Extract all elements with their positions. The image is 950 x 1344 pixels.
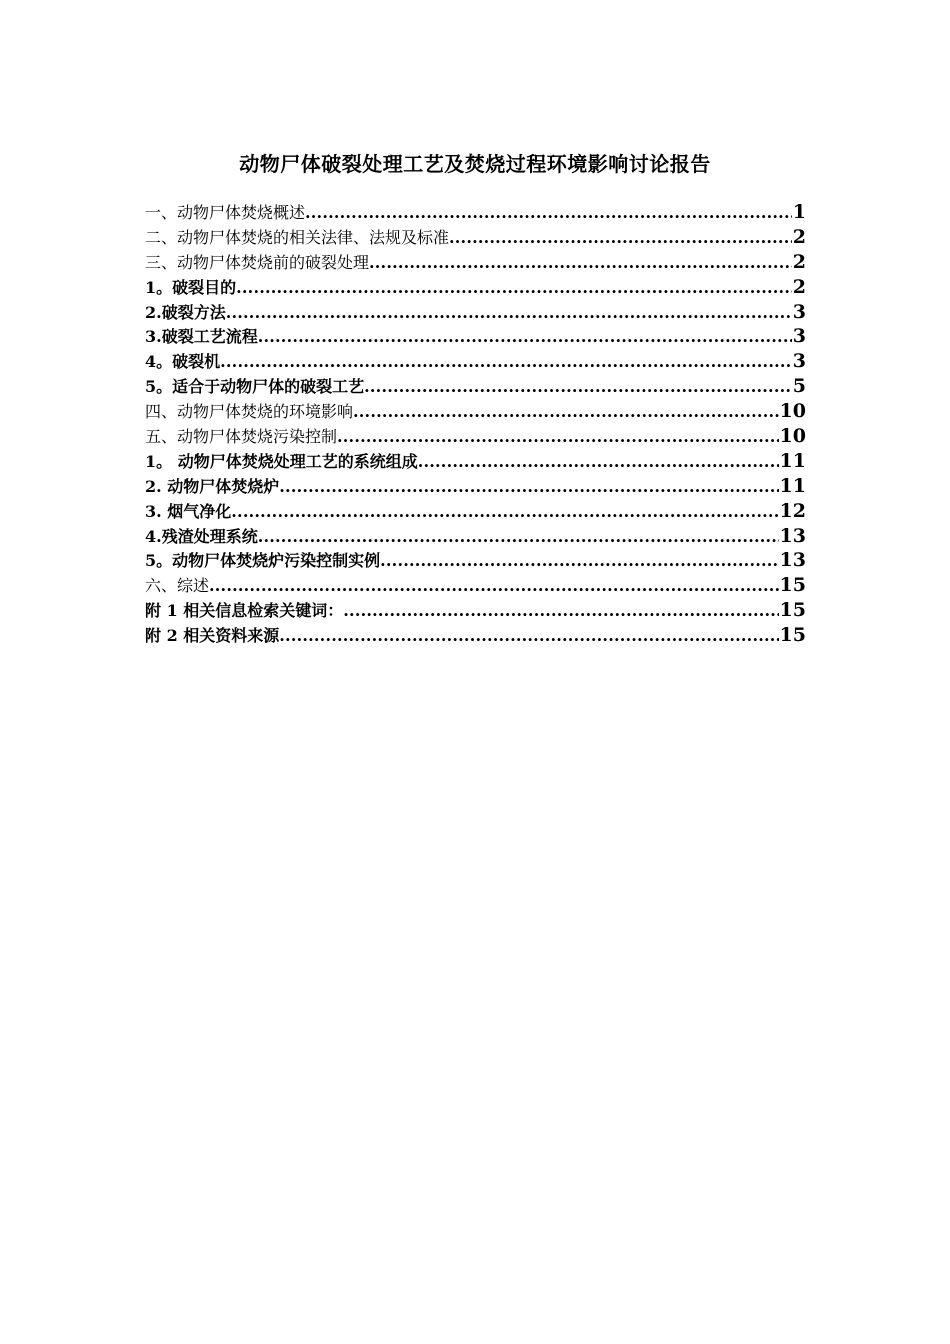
- toc-entry[interactable]: [145, 374, 806, 399]
- toc-dot-leader: [449, 226, 792, 250]
- toc-page-number: 2: [792, 225, 806, 248]
- toc-dot-leader: [231, 500, 778, 524]
- toc-page-number: 1: [792, 201, 806, 223]
- toc-entry[interactable]: [145, 573, 806, 598]
- toc-entry[interactable]: [145, 548, 806, 573]
- toc-entry-label: 4。破裂机: [145, 352, 221, 372]
- toc-entry[interactable]: [145, 300, 806, 325]
- toc-page-number: 12: [779, 499, 806, 522]
- toc-dot-leader: [418, 450, 779, 474]
- toc-entry[interactable]: [145, 598, 806, 623]
- toc-dot-leader: [305, 201, 792, 225]
- toc-entry-label: 2. 动物尸体焚烧炉: [145, 476, 280, 496]
- toc-page-number: 3: [792, 325, 806, 348]
- toc-entry[interactable]: [145, 250, 806, 275]
- toc-dot-leader: [369, 251, 792, 275]
- toc-entry-label: 3. 烟气净化: [145, 501, 232, 521]
- toc-entry[interactable]: [145, 275, 806, 300]
- document-title: 动物尸体破裂处理工艺及焚烧过程环境影响讨论报告: [239, 152, 711, 176]
- toc-entry[interactable]: [145, 499, 806, 524]
- toc-dot-leader: [226, 301, 792, 325]
- toc-entry-label: 5。适合于动物尸体的破裂工艺: [145, 377, 365, 397]
- toc-page-number: 2: [792, 275, 806, 298]
- toc-entry[interactable]: [145, 399, 806, 424]
- toc-dot-leader: [236, 276, 792, 300]
- toc-dot-leader: [279, 624, 778, 648]
- toc-dot-leader: [380, 549, 778, 573]
- toc-entry[interactable]: [145, 225, 806, 250]
- toc-entry-label: 三、动物尸体焚烧前的破裂处理: [145, 252, 370, 272]
- toc-entry-label: 附 2 相关资料来源: [145, 626, 280, 646]
- toc-dot-leader: [353, 400, 779, 424]
- toc-page-number: 3: [792, 300, 806, 323]
- toc-entry-label: 2.破裂方法: [145, 302, 226, 322]
- toc-dot-leader: [258, 325, 792, 349]
- toc-entry-label: 1。 动物尸体焚烧处理工艺的系统组成: [145, 451, 418, 471]
- toc-entry-label: 六、综述: [145, 576, 210, 596]
- toc-dot-leader: [279, 475, 778, 499]
- toc-page-number: 10: [779, 425, 806, 448]
- toc-entry-label: 四、动物尸体焚烧的环境影响: [145, 402, 354, 422]
- toc-page-number: 13: [779, 524, 806, 547]
- toc-entry-label: 一、动物尸体焚烧概述: [145, 203, 306, 222]
- toc-entry-label: 二、动物尸体焚烧的相关法律、法规及标准: [145, 227, 450, 247]
- toc-page-number: 2: [792, 250, 806, 273]
- toc-dot-leader: [364, 375, 792, 399]
- toc-entry[interactable]: [145, 623, 806, 648]
- toc-entry-label: 4.残渣处理系统: [145, 526, 258, 546]
- toc-dot-leader: [209, 574, 779, 598]
- toc-dot-leader: [337, 425, 779, 449]
- toc-entry-label: 附 1 相关信息检索关键词：: [145, 601, 344, 621]
- toc-page-number: 15: [779, 599, 806, 622]
- toc-dot-leader: [258, 525, 779, 549]
- toc-entry[interactable]: [145, 424, 806, 449]
- toc-page-number: 15: [779, 574, 806, 597]
- toc-page-number: 11: [779, 474, 806, 497]
- toc-page-number: 5: [792, 375, 806, 398]
- toc-entry[interactable]: [145, 449, 806, 474]
- toc-page-number: 3: [792, 350, 806, 373]
- toc-entry-label: 5。动物尸体焚烧炉污染控制实例: [145, 551, 381, 571]
- toc-entry-label: 五、动物尸体焚烧污染控制: [145, 427, 338, 447]
- toc-entry[interactable]: [145, 324, 806, 349]
- toc-page-number: 13: [779, 549, 806, 572]
- toc-page-number: 10: [779, 400, 806, 423]
- toc-entry[interactable]: [145, 524, 806, 549]
- toc-entry-label: 1。破裂目的: [145, 277, 237, 297]
- toc-entry[interactable]: [145, 474, 806, 499]
- toc-page-number: 15: [779, 624, 806, 647]
- toc-dot-leader: [220, 350, 792, 374]
- toc-entry[interactable]: [145, 349, 806, 374]
- toc-entry-label: 3.破裂工艺流程: [145, 327, 258, 347]
- toc-dot-leader: [343, 599, 778, 623]
- table-of-contents: [145, 200, 806, 648]
- toc-page-number: 11: [779, 449, 806, 472]
- toc-entry[interactable]: [145, 200, 806, 225]
